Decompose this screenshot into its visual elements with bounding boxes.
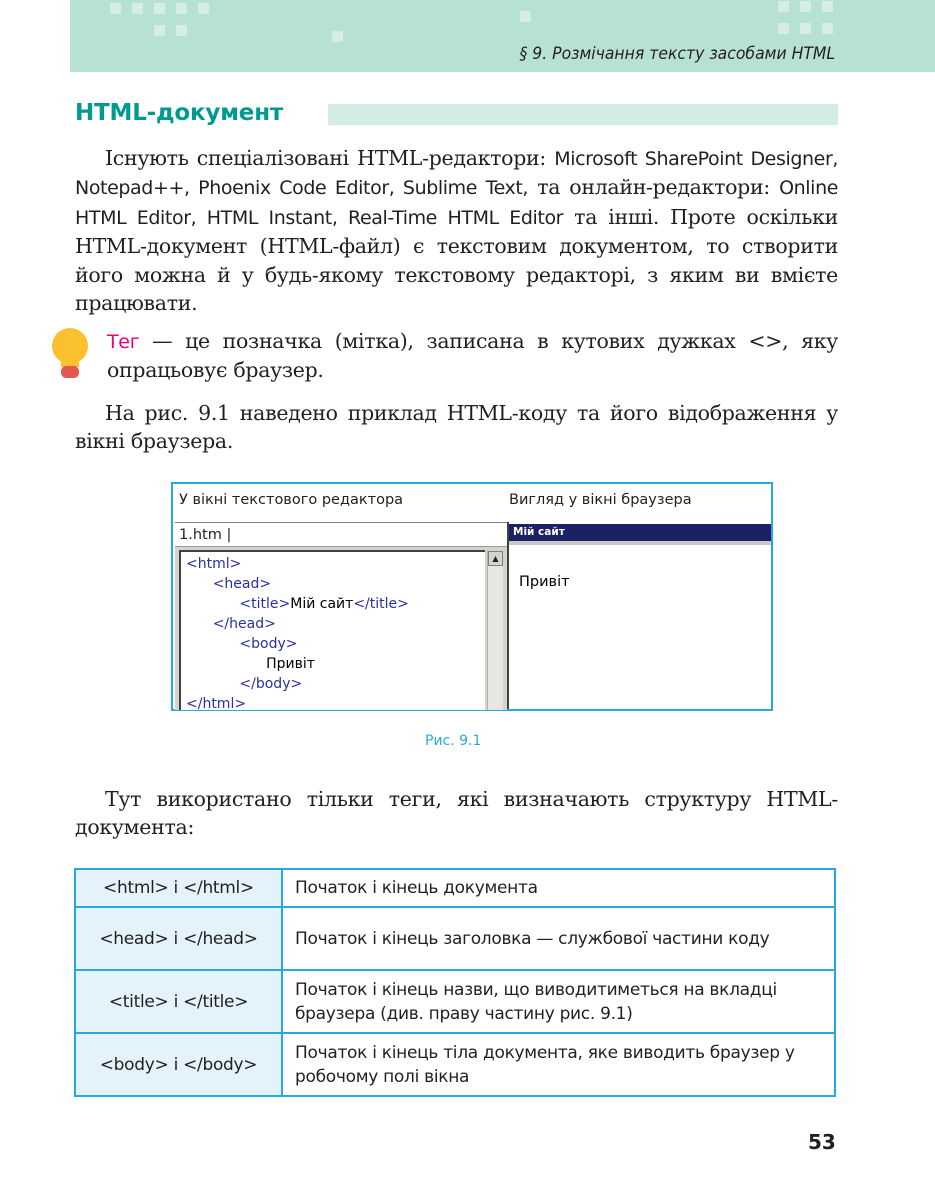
decor-square — [800, 1, 811, 12]
decor-square — [110, 3, 121, 14]
description-cell: Початок і кінець тіла документа, яке виводить браузер у робочому полі вікна — [282, 1033, 835, 1096]
description-cell: Початок і кінець документа — [282, 869, 835, 907]
decor-square — [176, 3, 187, 14]
code-line: <head> — [212, 576, 272, 592]
editor-file-title: 1.htm | — [175, 523, 507, 547]
code-line: <body> — [239, 636, 298, 652]
definition-text: — це позначка (мітка), записана в кутових дужках <>, яку опрацьовує браузер. — [107, 329, 838, 383]
tag-cell: <title> і </title> — [75, 970, 282, 1033]
code-line: <title>Мій сайт</title> — [239, 596, 409, 612]
lightbulb-icon — [51, 327, 89, 383]
code-line: <html> — [186, 556, 242, 572]
decor-square — [822, 1, 833, 12]
description-cell: Початок і кінець заголовка — службової частини коду — [282, 907, 835, 970]
figure-label: Рис. 9.1 — [425, 733, 482, 749]
code-line: </head> — [212, 616, 276, 632]
code-line: Привіт — [266, 656, 315, 672]
definition-term: Тег — [107, 331, 140, 353]
browser-content: Привіт — [519, 574, 570, 590]
table-row — [75, 869, 835, 907]
figure-9-1 — [171, 482, 773, 711]
intro-text: Існують спеціалізовані HTML-редактори: — [105, 146, 555, 170]
editor-code-area — [179, 550, 485, 710]
section-title-bar — [328, 104, 838, 125]
decor-square — [800, 23, 811, 34]
decor-square — [332, 31, 343, 42]
structure-paragraph: Тут використано тільки теги, які визначають структуру HTML-документа: — [75, 787, 838, 840]
editor-scrollbar — [487, 551, 503, 710]
tag-table — [74, 868, 836, 1097]
table-row — [75, 907, 835, 970]
browser-toolbar-strip — [509, 541, 771, 545]
figure-reference-paragraph: На рис. 9.1 наведено приклад HTML-коду та його відображення у вікні браузера. — [75, 401, 838, 454]
code-line: </html> — [186, 696, 247, 712]
page-number: 53 — [808, 1130, 836, 1154]
tag-cell: <body> і </body> — [75, 1033, 282, 1096]
decor-square — [778, 23, 789, 34]
decor-square — [132, 3, 143, 14]
decor-square — [154, 25, 165, 36]
browser-title-bar: Мій сайт — [509, 524, 771, 541]
editor-names: Microsoft SharePoint Designer, Notepad++, Phoenix Code Editor, Sublime Text, — [75, 148, 838, 200]
running-head: § 9. Розмічання тексту засобами HTML — [519, 44, 835, 64]
table-row — [75, 970, 835, 1033]
decor-square — [198, 3, 209, 14]
online-editor-names: Online HTML Editor, HTML Instant, Real-Time HTML Editor — [75, 177, 838, 229]
definition — [107, 327, 838, 385]
browser-window — [509, 522, 771, 709]
tag-cell: <html> і </html> — [75, 869, 282, 907]
text-editor-window — [175, 522, 507, 710]
section-title: HTML-документ — [75, 100, 284, 126]
table-row — [75, 1033, 835, 1096]
intro-text: та інші. Проте оскільки HTML-документ (HTML-файл) є текстовим документом, то створити його можна й у будь-якому текстовому редакторі, з яким ви вмієте працювати. — [75, 204, 839, 316]
browser-caption: Вигляд у вікні браузера — [509, 492, 692, 508]
editor-caption: У вікні текстового редактора — [179, 492, 404, 508]
decor-square — [154, 3, 165, 14]
tag-cell: <head> і </head> — [75, 907, 282, 970]
decor-square — [176, 25, 187, 36]
decor-square — [520, 11, 531, 22]
decor-square — [822, 23, 833, 34]
intro-paragraph — [75, 144, 838, 317]
scroll-up-icon: ▲ — [488, 551, 503, 566]
code-line: </body> — [239, 676, 303, 692]
intro-text: та онлайн-редактори: — [528, 175, 780, 200]
description-cell: Початок і кінець назви, що виводитиметься на вкладці браузера (див. праву частину рис. 9.1) — [282, 970, 835, 1033]
decor-square — [778, 1, 789, 12]
